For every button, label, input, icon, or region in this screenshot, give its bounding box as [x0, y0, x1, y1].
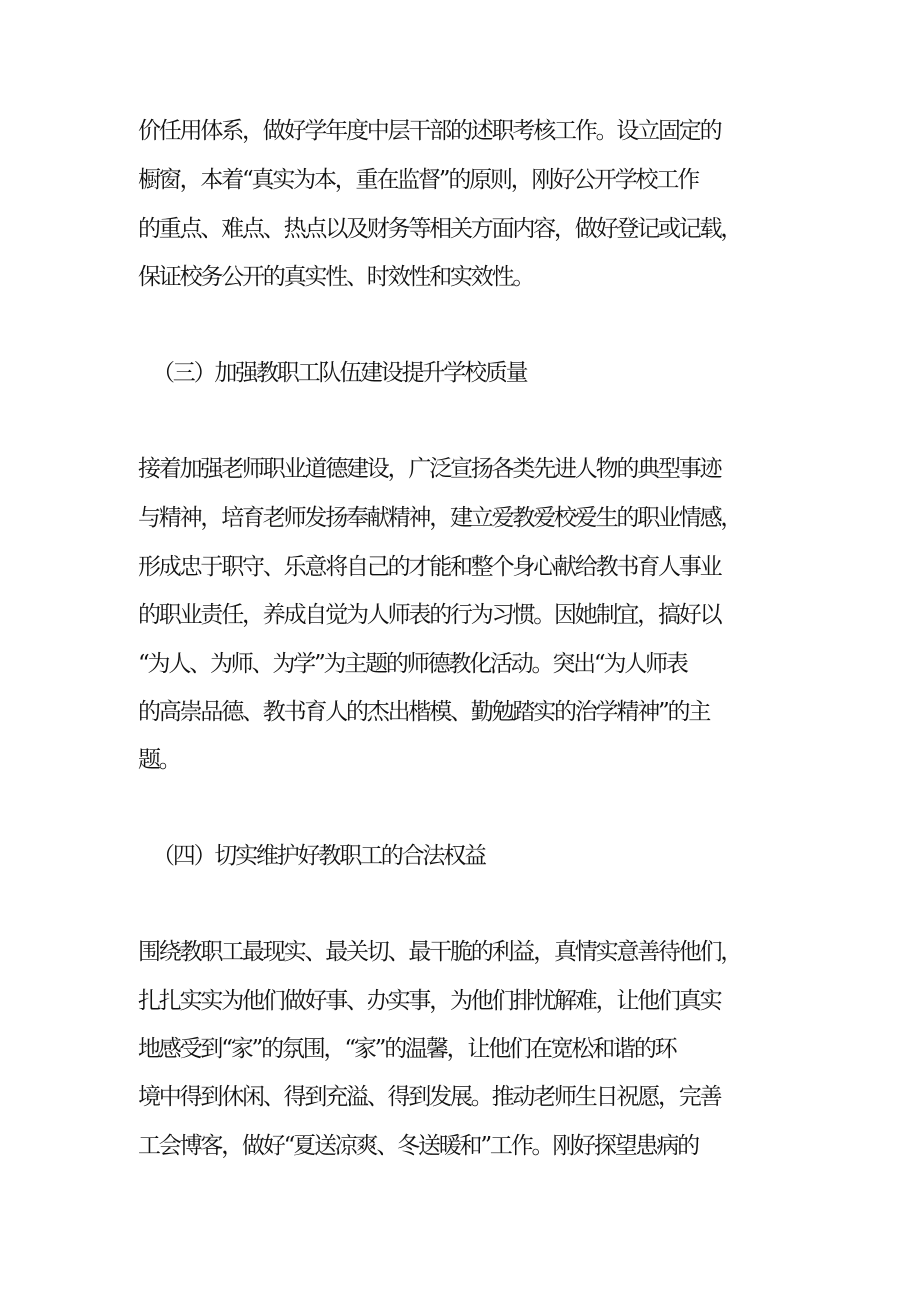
text-line: 的高崇品德、教书育人的杰出楷模、勤勉踏实的治学精神”的主	[138, 699, 710, 725]
text-line: 境中得到休闲、得到充溢、得到发展。推动老师生日祝愿，完善	[138, 1084, 721, 1110]
text-line: 橱窗，本着“真实为本，重在监督”的原则，刚好公开学校工作	[138, 167, 698, 193]
text-line: 保证校务公开的真实性、时效性和实效性。	[138, 264, 534, 290]
text-line: 扎扎实实为他们做好事、办实事，为他们排忧解难，让他们真实	[138, 988, 721, 1014]
section-heading-4: （四）切实维护好教职工的合法权益	[152, 843, 485, 869]
text-line: 题。	[138, 747, 180, 773]
text-line: 的职业责任，养成自觉为人师表的行为习惯。因她制宜，搞好以	[138, 602, 721, 628]
text-line: 价任用体系，做好学年度中层干部的述职考核工作。设立固定的	[138, 118, 721, 144]
text-line: 的重点、难点、热点以及财务等相关方面内容，做好登记或记载，	[138, 216, 742, 242]
text-line: 地感受到“家”的氛围，“家”的温馨，让他们在宽松和谐的环	[138, 1036, 676, 1062]
text-line: 与精神，培育老师发扬奉献精神，建立爱教爱校爱生的职业情感，	[138, 505, 742, 531]
text-line: 工会博客，做好“夏送凉爽、冬送暖和”工作。刚好探望患病的	[138, 1133, 698, 1159]
text-line: “为人、为师、为学”为主题的师德教化活动。突出“为人师表	[138, 651, 687, 677]
section-heading-3: （三）加强教职工队伍建设提升学校质量	[152, 360, 527, 386]
text-line: 围绕教职工最现实、最关切、最干脆的利益，真情实意善待他们，	[138, 939, 742, 965]
text-line: 接着加强老师职业道德建设，广泛宣扬各类先进人物的典型事迹	[138, 456, 721, 482]
text-line: 形成忠于职守、乐意将自己的才能和整个身心献给教书育人事业	[138, 554, 721, 580]
